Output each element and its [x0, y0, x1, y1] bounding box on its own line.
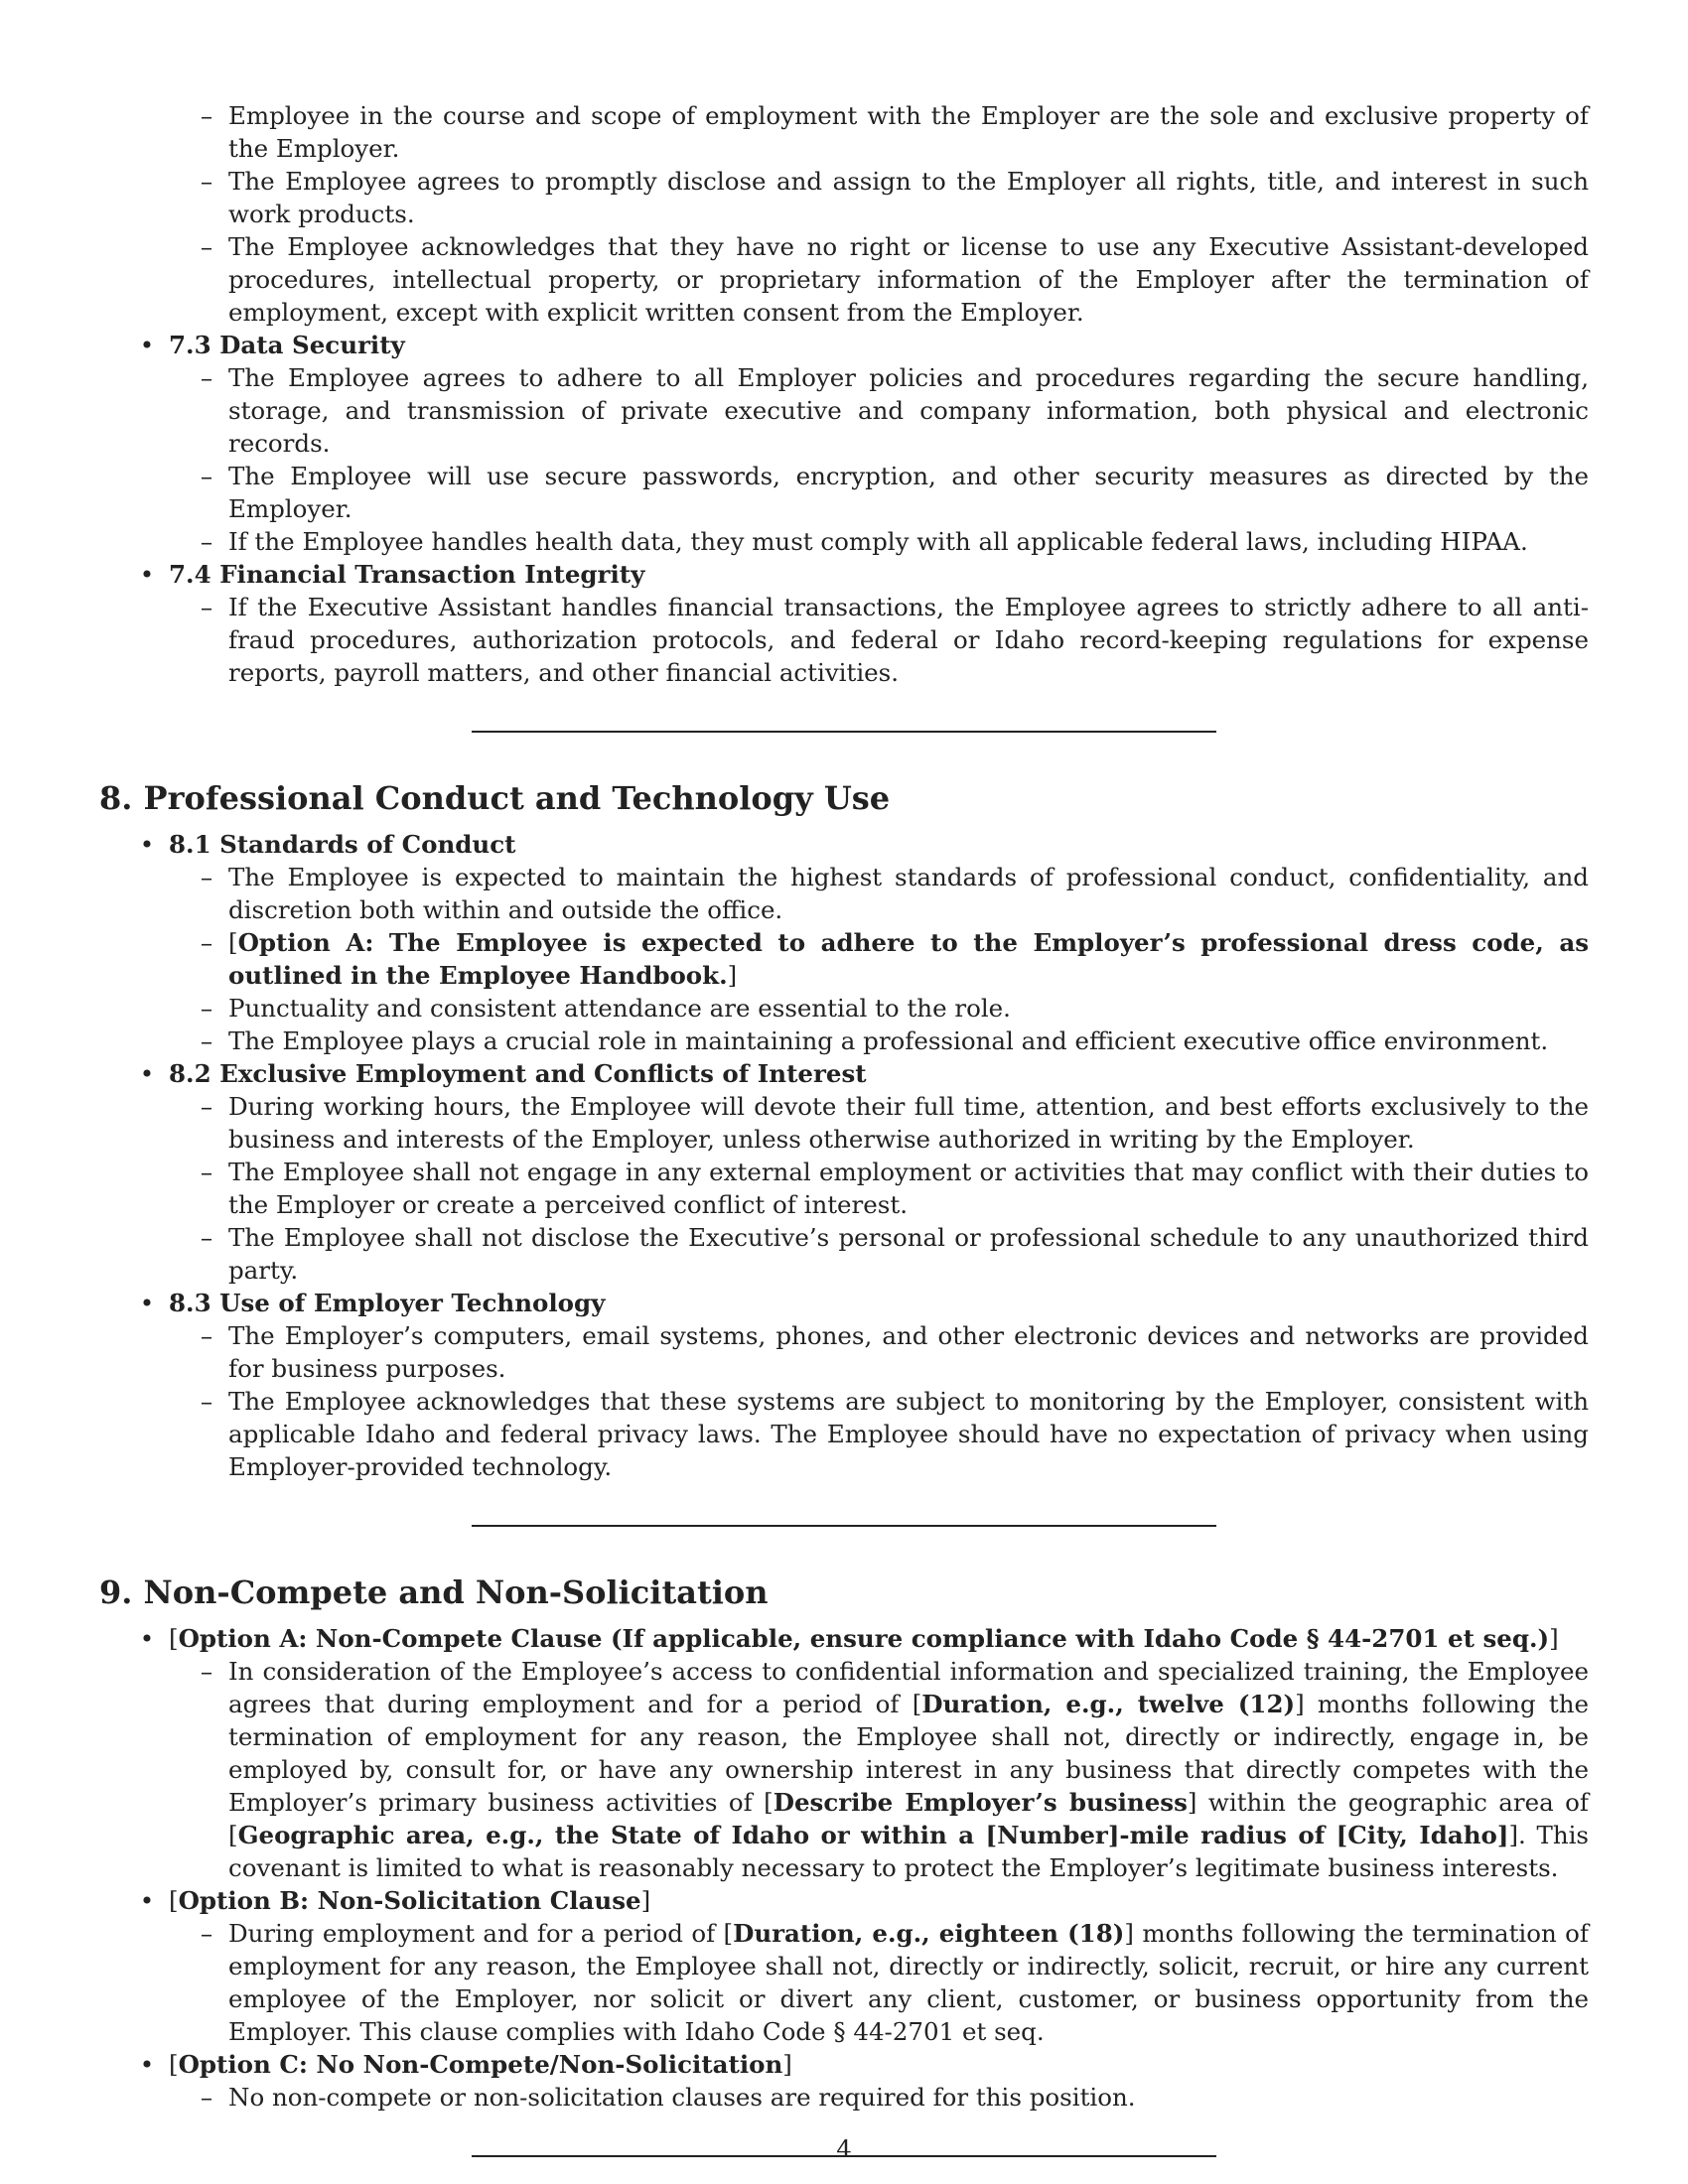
subsection-heading: 7.4 Financial Transaction Integrity: [169, 560, 645, 589]
list-item: – The Employee acknowledges that they have no right or license to use any Executive Assistant-developed procedures, intellectual property, or proprietary information of the Employer after the termination of employment, except with explicit written consent from the Employer.: [200, 232, 1589, 327]
subsection-heading: Option A: Non-Compete Clause (If applicable, ensure compliance with Idaho Code § 44-2701 et seq.): [178, 1624, 1550, 1653]
list-item: – If the Executive Assistant handles financial transactions, the Employee agrees to strictly adhere to all anti-fraud procedures, authorization protocols, and federal or Idaho record-keeping regulations for expense reports, payroll matters, and other financial activities.: [200, 593, 1589, 687]
bullet-7-2-continued: [99, 99, 1589, 329]
list-item: – During employment and for a period of [Duration, e.g., eighteen (18)] months following the termination of employment for any reason, the Employee shall not, directly or indirectly, solicit, recruit, or hire any current employee of the Employer, nor solicit or divert any client, customer, or business opportunity from the Employer. This clause complies with Idaho Code § 44-2701 et seq.: [200, 1919, 1590, 2046]
list-item: – Employee in the course and scope of employment with the Employer are the sole and exclusive property of the Employer.: [200, 101, 1589, 163]
bullet-8-3: • 8.3 Use of Employer Technology – The Employer’s computers, email systems, phones, and other electronic devices and networks are provided for business purposes. – The Employee acknowledges that these systems are subject to monitoring by the Employer, consistent with applicable Idaho and federal privacy laws. The Employee should have no expectation of privacy when using Employer-provided technology.: [99, 1287, 1589, 1483]
list-item-text: The Employee agrees to adhere to all Employer policies and procedures regarding the secure handling, storage, and transmission of private executive and company information, both physical and electronic records.: [228, 363, 1589, 458]
list-item-text: The Employee acknowledges that they have no right or license to use any Executive Assistant-developed procedures, intellectual property, or proprietary information of the Employer after the termination of employment, except with explicit written consent from the Employer.: [228, 232, 1589, 327]
list-item-text: The Employee shall not engage in any external employment or activities that may conflict with their duties to the Employer or create a perceived conflict of interest.: [228, 1158, 1589, 1219]
list-item: – During working hours, the Employee will devote their full time, attention, and best efforts exclusively to the business and interests of the Employer, unless otherwise authorized in writing by the Employer.: [200, 1092, 1589, 1154]
bullet-7-4: • 7.4 Financial Transaction Integrity – If the Executive Assistant handles financial transactions, the Employee agrees to strictly adhere to all anti-fraud procedures, authorization protocols, and federal or Idaho record-keeping regulations for expense reports, payroll matters, and other financial activities.: [99, 558, 1589, 689]
subsection-heading: 8.3 Use of Employer Technology: [169, 1289, 606, 1317]
list-item-text: The Employee acknowledges that these systems are subject to monitoring by the Employer, consistent with applicable Idaho and federal privacy laws. The Employee should have no expectation of privacy when using Employer-provided technology.: [228, 1387, 1589, 1481]
list-item-text: No non-compete or non-solicitation clauses are required for this position.: [228, 2083, 1136, 2112]
subsection-heading: Option C: No Non-Compete/Non-Solicitation: [178, 2050, 783, 2079]
list-item: – The Employee shall not disclose the Executive’s personal or professional schedule to any unauthorized third party.: [200, 1223, 1589, 1285]
list-item-text: The Employer’s computers, email systems, phones, and other electronic devices and networks are provided for business purposes.: [228, 1321, 1589, 1383]
list-item-text: The Employee is expected to maintain the highest standards of professional conduct, confidentiality, and discretion both within and outside the office.: [228, 863, 1589, 924]
section-title: 9. Non-Compete and Non-Solicitation: [99, 1573, 769, 1611]
subsection-heading: 7.3 Data Security: [169, 331, 405, 359]
list-item: – The Employee agrees to adhere to all Employer policies and procedures regarding the secure handling, storage, and transmission of private executive and company information, both physical and electronic records.: [200, 363, 1589, 458]
placeholder-text: Geographic area, e.g., the State of Idaho or within a [Number]-mile radius of [City, Idaho]: [237, 1821, 1509, 1849]
list-item-text: The Employee will use secure passwords, encryption, and other security measures as directed by the Employer.: [228, 462, 1589, 523]
list-item: – Punctuality and consistent attendance are essential to the role.: [200, 994, 1011, 1023]
list-item-text: The Employee shall not disclose the Executive’s personal or professional schedule to any unauthorized third party.: [228, 1223, 1589, 1285]
page-number: 4: [836, 2134, 852, 2163]
list-item-text: During working hours, the Employee will devote their full time, attention, and best efforts exclusively to the business and interests of the Employer, unless otherwise authorized in writing by the Employer.: [228, 1092, 1589, 1154]
list-item-text: The Employee agrees to promptly disclose and assign to the Employer all rights, title, and interest in such work products.: [228, 167, 1589, 228]
list-item: – The Employee will use secure passwords, encryption, and other security measures as directed by the Employer.: [200, 462, 1589, 523]
list-item-text: Employee in the course and scope of employment with the Employer are the sole and exclusive property of the Employer.: [228, 101, 1589, 163]
list-item: – In consideration of the Employee’s access to confidential information and specialized training, the Employee agrees that during employment and for a period of [Duration, e.g., twelve (12)] months following the termination of employment for any reason, the Employee shall not, directly or indirectly, engage in, be employed by, consult for, or have any ownership interest in any business that directly competes with the Employer’s primary business activities of [Describe Employer’s business] within the geographic area of [Geographic area, e.g., the State of Idaho or within a [Number]-mile radius of [City, Idaho]]. This covenant is limited to what is reasonably necessary to protect the Employer’s legitimate business interests.: [200, 1657, 1590, 1882]
list-item: – The Employee plays a crucial role in maintaining a professional and efficient executive office environment.: [200, 1026, 1549, 1055]
bullet-option-a: • [Option A: Non-Compete Clause (If applicable, ensure compliance with Idaho Code § 44-2701 et seq.)] – In consideration of the Employee’s access to confidential information and specialized training, the Employee agrees that during employment and for a period of [Duration, e.g., twelve (12)] months following the termination of employment for any reason, the Employee shall not, directly or indirectly, engage in, be employed by, consult for, or have any ownership interest in any business that directly competes with the Employer’s primary business activities of [Describe Employer’s business] within the geographic area of [Geographic area, e.g., the State of Idaho or within a [Number]-mile radius of [City, Idaho]]. This covenant is limited to what is reasonably necessary to protect the Employer’s legitimate business interests.: [99, 1622, 1589, 1884]
list-item-text: The Employee plays a crucial role in maintaining a professional and efficient executive office environment.: [228, 1026, 1549, 1055]
bullet-8-2: • 8.2 Exclusive Employment and Conflicts of Interest – During working hours, the Employee will devote their full time, attention, and best efforts exclusively to the business and interests of the Employer, unless otherwise authorized in writing by the Employer. – The Employee shall not engage in any external employment or activities that may conflict with their duties to the Employer or create a perceived conflict of interest. – The Employee shall not disclose the Executive’s personal or professional schedule to any unauthorized third party.: [99, 1057, 1589, 1287]
page-content: [99, 99, 1589, 2157]
list-item: – If the Employee handles health data, they must comply with all applicable federal laws, including HIPAA.: [200, 527, 1528, 556]
subsection-heading: Option B: Non-Solicitation Clause: [178, 1886, 641, 1915]
list-item: – The Employee acknowledges that these systems are subject to monitoring by the Employer, consistent with applicable Idaho and federal privacy laws. The Employee should have no expectation of privacy when using Employer-provided technology.: [200, 1387, 1589, 1481]
section-7-continued: [99, 99, 1589, 689]
placeholder-text: Describe Employer’s business: [773, 1788, 1188, 1817]
list-item-text: If the Employee handles health data, they must comply with all applicable federal laws, including HIPAA.: [228, 527, 1528, 556]
option-text: Option A: The Employee is expected to adhere to the Employer’s professional dress code, as outlined in the Employee Handbook.: [228, 928, 1589, 990]
list-item-text: Punctuality and consistent attendance are essential to the role.: [228, 994, 1011, 1023]
placeholder-text: Duration, e.g., twelve (12): [921, 1690, 1296, 1718]
list-item: – No non-compete or non-solicitation clauses are required for this position.: [200, 2083, 1136, 2112]
list-item: – The Employee shall not engage in any external employment or activities that may conflict with their duties to the Employer or create a perceived conflict of interest.: [200, 1158, 1589, 1219]
bullet-option-b: • [Option B: Non-Solicitation Clause] – During employment and for a period of [Duration, e.g., eighteen (18)] months following the termination of employment for any reason, the Employee shall not, directly or indirectly, solicit, recruit, or hire any current employee of the Employer, nor solicit or divert any client, customer, or business opportunity from the Employer. This clause complies with Idaho Code § 44-2701 et seq.: [99, 1884, 1589, 2048]
list-item-text: If the Executive Assistant handles financial transactions, the Employee agrees to strictly adhere to all anti-fraud procedures, authorization protocols, and federal or Idaho record-keeping regulations for expense reports, payroll matters, and other financial activities.: [228, 593, 1589, 687]
list-item: – The Employer’s computers, email systems, phones, and other electronic devices and networks are provided for business purposes.: [200, 1321, 1589, 1383]
section-8: [99, 828, 1589, 1483]
list-item: – The Employee is expected to maintain the highest standards of professional conduct, confidentiality, and discretion both within and outside the office.: [200, 863, 1589, 924]
bullet-8-1: • 8.1 Standards of Conduct – The Employee is expected to maintain the highest standards of professional conduct, confidentiality, and discretion both within and outside the office. – [Option A: The Employee is expected to adhere to the Employer’s professional dress code, as outlined in the Employee Handbook.] – Punctuality and consistent attendance are essential to the role. – The Employee plays a crucial role in maintaining a professional and efficient executive office environment.: [99, 828, 1589, 1057]
subsection-heading: 8.1 Standards of Conduct: [169, 830, 516, 859]
section-title: 8. Professional Conduct and Technology Use: [99, 779, 891, 817]
placeholder-text: Duration, e.g., eighteen (18): [733, 1919, 1125, 1948]
list-item: – The Employee agrees to promptly disclose and assign to the Employer all rights, title, and interest in such work products.: [200, 167, 1589, 228]
section-9: [99, 1622, 1589, 2114]
subsection-heading: 8.2 Exclusive Employment and Conflicts of Interest: [169, 1059, 867, 1088]
bullet-7-3: • 7.3 Data Security – The Employee agrees to adhere to all Employer policies and procedures regarding the secure handling, storage, and transmission of private executive and company information, both physical and electronic records. – The Employee will use secure passwords, encryption, and other security measures as directed by the Employer. – If the Employee handles health data, they must comply with all applicable federal laws, including HIPAA.: [99, 329, 1589, 558]
list-item: – [Option A: The Employee is expected to adhere to the Employer’s professional dress code, as outlined in the Employee Handbook.]: [200, 928, 1589, 990]
bullet-option-c: • [Option C: No Non-Compete/Non-Solicitation] – No non-compete or non-solicitation clauses are required for this position.: [99, 2048, 1589, 2114]
